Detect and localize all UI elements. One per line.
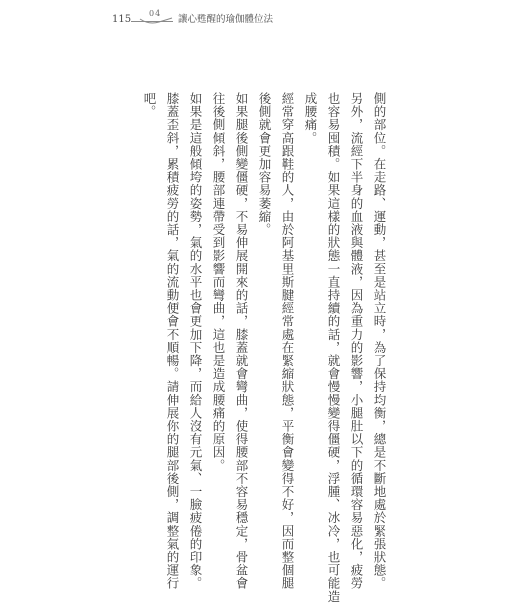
running-title: 讓心甦醒的瑜伽體位法 [178,14,274,25]
text-column: 如果是這般傾垮的姿勢，氣的水平也會更加下降，而給人沒有元氣、一臉疲倦的印象。 [188,92,203,590]
text-column: 如果腿後側變僵硬，不易伸展開來的話，膝蓋就會彎曲，使得腰部不容易穩定，骨盆會 [234,92,249,590]
chapter-number: 04 [149,9,162,18]
text-column: 膝蓋歪斜，累積疲勞的話，氣的流動便會不順暢。請伸展你的腿部後側，調整氣的運行 [165,92,180,590]
text-column: 後側就會更加容易萎縮。 [257,92,272,237]
swoosh-icon [139,17,173,25]
text-column: 往後側傾斜，腰部連帶受到影響而彎曲，這也是造成腰痛的原因。 [211,92,226,472]
text-column: 另外，流經下半身的血液與體液，因為重力的影響，小腿肚以下的循環容易惡化，疲勞 [349,92,364,590]
text-column: 側的部位。在走路、運動，甚至是站立時，為了保持均衡，總是不斷地處於緊張狀態。 [372,92,387,590]
text-column: 經常穿高跟鞋的人，由於阿基里斯腱經常處在緊縮狀態，平衡會變得不好，因而整個腿 [280,92,295,590]
text-column: 也容易囤積。如果這樣的狀態一直持續的話，就會慢慢變得僵硬，浮腫、冰冷，也可能造 [326,92,341,603]
page-header [0,0,520,40]
text-column: 吧。 [142,92,157,119]
page-number: 115 [112,14,132,25]
body-text [140,92,392,603]
text-column: 成腰痛。 [303,92,318,145]
